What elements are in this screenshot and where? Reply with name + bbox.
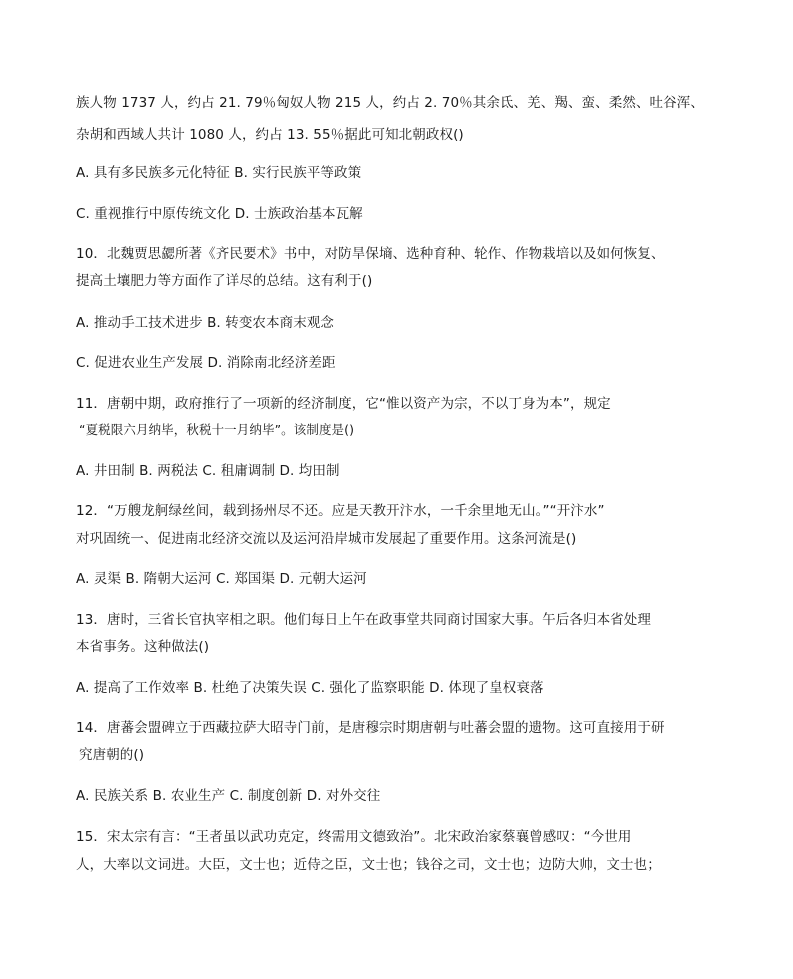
text-line: 人，大率以文词进。大臣，文士也；近侍之臣，文士也；钱谷之司，文士也；边防大帅，文士也； bbox=[76, 857, 661, 873]
question-14-line: 14．唐蕃会盟碑立于西藏拉萨大昭寺门前，是唐穆宗时期唐朝与吐蕃会盟的遗物。这可直接用于研 bbox=[76, 720, 665, 736]
text-line: 提高土壤肥力等方面作了详尽的总结。这有利于() bbox=[76, 273, 373, 289]
option-line: A. 推动手工技术进步 B. 转变农本商末观念 bbox=[76, 315, 335, 331]
option-line: C. 重视推行中原传统文化 D. 士族政治基本瓦解 bbox=[76, 206, 363, 222]
option-line: A. 民族关系 B. 农业生产 C. 制度创新 D. 对外交往 bbox=[76, 788, 381, 804]
option-line: A. 井田制 B. 两税法 C. 租庸调制 D. 均田制 bbox=[76, 463, 340, 479]
option-line: C. 促进农业生产发展 D. 消除南北经济差距 bbox=[76, 355, 336, 371]
option-line: A. 提高了工作效率 B. 杜绝了决策失误 C. 强化了监察职能 D. 体现了皇权衰落 bbox=[76, 680, 544, 696]
question-10-line: 10．北魏贾思勰所著《齐民要术》书中，对防旱保墒、选种育种、轮作、作物栽培以及如何恢复、 bbox=[76, 246, 665, 262]
option-line: A. 灵渠 B. 隋朝大运河 C. 郑国渠 D. 元朝大运河 bbox=[76, 571, 367, 587]
text-line: 杂胡和西域人共计 1080 人，约占 13. 55％据此可知北朝政权() bbox=[76, 127, 464, 143]
question-15-line: 15．宋太宗有言：“王者虽以武功克定，终需用文德致治”。北宋政治家蔡襄曾感叹：“今世用 bbox=[76, 829, 632, 845]
text-line: “夏税限六月纳毕，秋税十一月纳毕”。该制度是() bbox=[79, 422, 355, 437]
text-line: 本省事务。这种做法() bbox=[76, 639, 210, 655]
question-12-line: 12．“万艘龙舸绿丝间，载到扬州尽不还。应是天教开汴水，一千余里地无山。”“开汴水” bbox=[76, 503, 605, 519]
question-13-line: 13．唐时，三省长官执宰相之职。他们每日上午在政事堂共同商讨国家大事。午后各归本省处理 bbox=[76, 612, 651, 628]
question-11-line: 11．唐朝中期，政府推行了一项新的经济制度，它“惟以资产为宗，不以丁身为本”，规定 bbox=[76, 396, 611, 412]
text-line: 对巩固统一、促进南北经济交流以及运河沿岸城市发展起了重要作用。这条河流是() bbox=[76, 531, 577, 547]
text-line: 族人物 1737 人，约占 21. 79％匈奴人物 215 人，约占 2. 70％其余氐、羌、羯、蛮、柔然、吐谷浑、 bbox=[76, 95, 704, 111]
option-line: A. 具有多民族多元化特征 B. 实行民族平等政策 bbox=[76, 165, 362, 181]
text-line: 究唐朝的() bbox=[79, 747, 145, 763]
